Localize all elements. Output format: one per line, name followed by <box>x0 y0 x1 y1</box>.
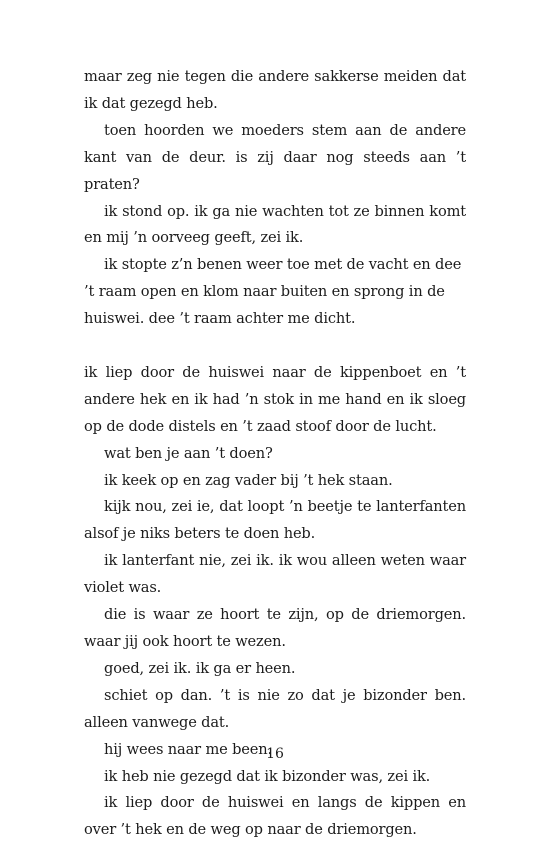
paragraph: hij wees naar me been. <box>104 740 273 758</box>
text-section-2 <box>84 360 466 844</box>
paragraph: toen hoorden we moeders stem aan de andere kant van de deur. is zij daar nog steeds aan ’t praten? <box>84 121 466 193</box>
section-break <box>84 333 466 360</box>
paragraph: ik liep door de huiswei en langs de kippen en over ’t hek en de weg op naar de driemorgen. <box>84 794 466 839</box>
paragraph: ik lanterfant nie, zei ik. ik wou alleen weten waar violet was. <box>84 552 466 597</box>
paragraph: maar zeg nie tegen die andere sakkerse meiden dat ik dat gezegd heb. <box>84 68 466 112</box>
paragraph: ik stond op. ik ga nie wachten tot ze binnen komt en mij ’n oorveeg geeft, zei ik. <box>84 202 466 247</box>
paragraph: ik keek op en zag vader bij ’t hek staan. <box>104 471 393 489</box>
paragraph: wat ben je aan ’t doen? <box>104 444 273 462</box>
paragraph: ik stopte z’n benen weer toe met de vacht en dee ’t raam open en klom naar buiten en sprong in de huiswei. dee ’t raam achter me dicht. <box>84 256 462 328</box>
paragraph: ik heb nie gezegd dat ik bizonder was, zei ik. <box>104 767 431 785</box>
paragraph: ik liep door de huiswei naar de kippenboet en ’t andere hek en ik had ’n stok in me hand en ik sloeg op de dode distels en ’t zaad stoof door de lucht. <box>84 363 466 435</box>
paragraph: schiet op dan. ’t is nie zo dat je bizonder ben. alleen vanwege dat. <box>84 686 466 731</box>
text-section-1 <box>84 64 466 333</box>
paragraph: goed, zei ik. ik ga er heen. <box>104 659 296 677</box>
page-number: 16 <box>266 746 284 762</box>
paragraph: die is waar ze hoort te zijn, op de driemorgen. waar jij ook hoort te wezen. <box>84 606 466 651</box>
body-text <box>84 64 466 844</box>
paragraph: kijk nou, zei ie, dat loopt ’n beetje te lanterfanten alsof je niks beters te doen heb. <box>84 498 466 543</box>
